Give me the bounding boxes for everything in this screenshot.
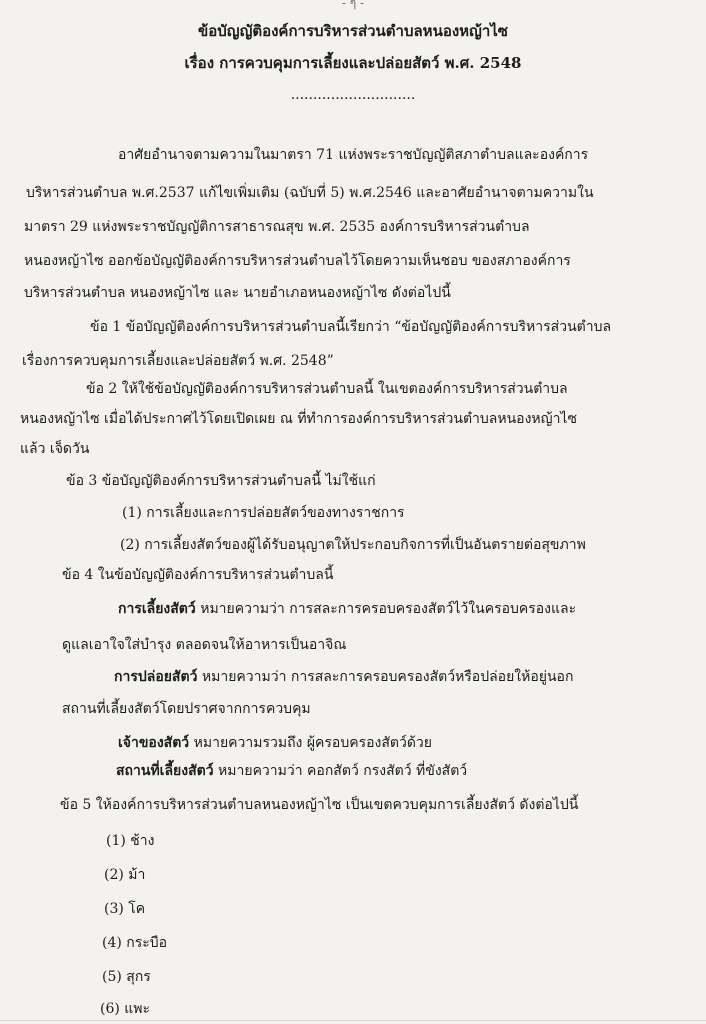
clause-3-item: (1) การเลี้ยงและการปล่อยสัตว์ของทางราชการ	[122, 505, 405, 521]
definition-term: สถานที่เลี้ยงสัตว์	[116, 763, 214, 779]
clause-2-line: ข้อ 2 ให้ใช้ข้อบัญญัติองค์การบริหารส่วนตำบลนี้ ในเขตองค์การบริหารส่วนตำบล	[86, 381, 568, 397]
clause-3-line: ข้อ 3 ข้อบัญญัติองค์การบริหารส่วนตำบลนี้ ไม่ใช้แก่	[66, 473, 376, 489]
definition-line	[118, 600, 576, 618]
definition-text: หมายความว่า การสละการครอบครองสัตว์ไว้ในครอบครองและ	[195, 601, 577, 617]
clause-5-item: (4) กระบือ	[102, 935, 168, 951]
definition-term: การเลี้ยงสัตว์	[118, 601, 196, 617]
clause-5-item: (1) ช้าง	[106, 833, 155, 849]
definition-line	[114, 668, 573, 686]
preamble-line: บริหารส่วนตำบล พ.ศ.2537 แก้ไขเพิ่มเติม (ฉบับที่ 5) พ.ศ.2546 และอาศัยอำนาจตามความใน	[26, 185, 594, 201]
definition-text: หมายความรวมถึง ผู้ครอบครองสัตว์ด้วย	[189, 735, 432, 751]
preamble-line: บริหารส่วนตำบล หนองหญ้าไซ และ นายอำเภอหนองหญ้าไซ ดังต่อไปนี้	[24, 285, 451, 301]
document-title: ข้อบัญญัติองค์การบริหารส่วนตำบลหนองหญ้าไซ	[198, 22, 508, 40]
clause-5-item: (5) สุกร	[102, 969, 151, 985]
definition-term: การปล่อยสัตว์	[114, 669, 198, 685]
definition-text: หมายความว่า คอกสัตว์ กรงสัตว์ ที่ขังสัตว์	[213, 763, 468, 779]
clause-5-item: (2) ม้า	[104, 867, 146, 883]
page-number: - ๆ -	[341, 0, 365, 10]
clause-5-line: ข้อ 5 ให้องค์การบริหารส่วนตำบลหนองหญ้าไซ เป็นเขตควบคุมการเลี้ยงสัตว์ ดังต่อไปนี้	[60, 797, 579, 813]
definition-line: ดูแลเอาใจใส่บำรุง ตลอดจนให้อาหารเป็นอาจิณ	[62, 637, 347, 653]
preamble-line: หนองหญ้าไซ ออกข้อบัญญัติองค์การบริหารส่วนตำบลไว้โดยความเห็นชอบ ของสภาองค์การ	[24, 253, 571, 269]
clause-5-item: (3) โค	[104, 901, 146, 917]
definition-text: หมายความว่า การสละการครอบครองสัตว์หรือปล่อยให้อยู่นอก	[197, 669, 574, 685]
definition-line: สถานที่เลี้ยงสัตว์โดยปราศจากการควบคุม	[62, 701, 311, 717]
clause-2-line: หนองหญ้าไซ เมื่อได้ประกาศไว้โดยเปิดเผย ณ ที่ทำการองค์การบริหารส่วนตำบลหนองหญ้าไซ	[20, 411, 577, 427]
clause-4-line: ข้อ 4 ในข้อบัญญัติองค์การบริหารส่วนตำบลนี้	[62, 567, 334, 583]
definition-line	[116, 762, 467, 780]
title-separator-dots: ............................	[290, 87, 416, 103]
clause-5-item: (6) แพะ	[100, 1001, 151, 1017]
clause-2-line: แล้ว เจ็ดวัน	[20, 441, 90, 457]
preamble-line: มาตรา 29 แห่งพระราชบัญญัติการสาธารณสุข พ.ศ. 2535 องค์การบริหารส่วนตำบล	[24, 219, 530, 235]
clause-1-line: เรื่องการควบคุมการเลี้ยงและปล่อยสัตว์ พ.ศ. 2548”	[22, 353, 334, 369]
page-bottom-edge	[0, 1020, 706, 1021]
definition-term: เจ้าของสัตว์	[118, 735, 190, 751]
preamble-line: อาศัยอำนาจตามความในมาตรา 71 แห่งพระราชบัญญัติสภาตำบลและองค์การ	[118, 147, 589, 163]
clause-3-item: (2) การเลี้ยงสัตว์ของผู้ได้รับอนุญาตให้ประกอบกิจการที่เป็นอันตรายต่อสุขภาพ	[120, 537, 586, 553]
clause-1-line: ข้อ 1 ข้อบัญญัติองค์การบริหารส่วนตำบลนี้เรียกว่า “ข้อบัญญัติองค์การบริหารส่วนตำบล	[90, 319, 612, 335]
document-subject: เรื่อง การควบคุมการเลี้ยงและปล่อยสัตว์ พ.ศ. 2548	[184, 54, 522, 72]
definition-line	[118, 734, 432, 752]
